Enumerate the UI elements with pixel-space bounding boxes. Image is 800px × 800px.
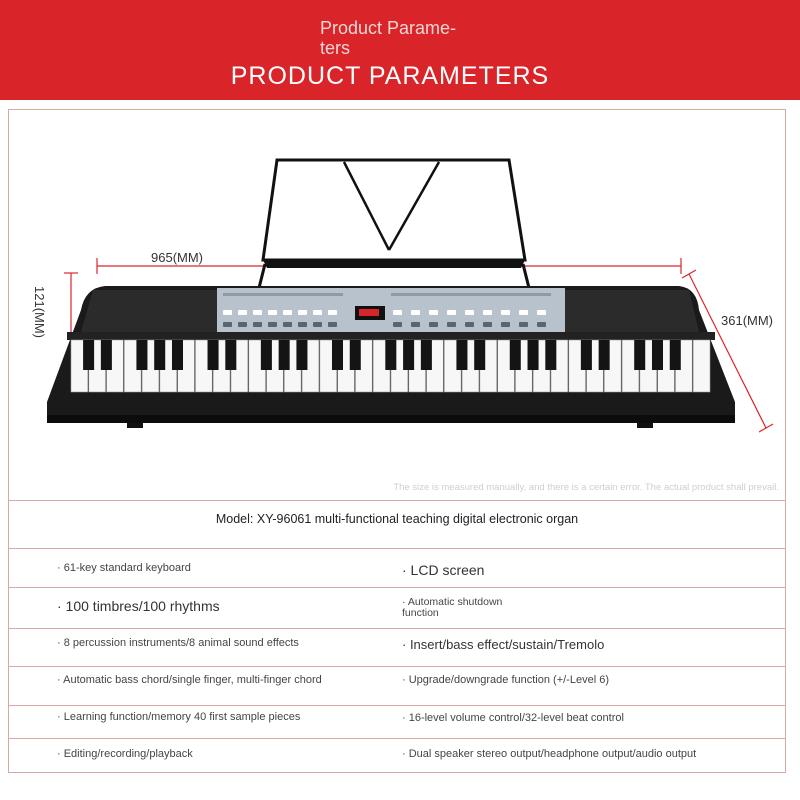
panel-button [501,322,510,327]
panel-button [253,310,262,315]
feature-right-4: · Upgrade/downgrade function (+/-Level 6) [402,674,609,686]
panel-button [393,322,402,327]
panel-button [519,322,528,327]
page-title: PRODUCT PARAMETERS [230,62,550,90]
black-key [599,340,610,370]
feature-left-4: · Automatic bass chord/single finger, multi-finger chord [57,674,322,686]
feature-left-2: · 100 timbres/100 rhythms [57,598,220,614]
panel-button [411,310,420,315]
black-key [421,340,432,370]
panel-button [313,322,322,327]
header-banner [0,0,800,100]
banner-subtitle [320,18,490,58]
panel-button [537,310,546,315]
black-key [581,340,592,370]
panel-button [519,310,528,315]
panel-button [465,322,474,327]
music-stand-image [259,160,529,288]
divider [9,500,785,501]
panel-button [283,322,292,327]
black-key [261,340,272,370]
panel-button [429,322,438,327]
height-label: 121(MM) [32,286,47,339]
black-key [350,340,361,370]
panel-button [253,322,262,327]
panel-button [298,310,307,315]
panel-button [447,322,456,327]
black-key [510,340,521,370]
panel-button [501,310,510,315]
panel-button [268,322,277,327]
feature-right-1: · LCD screen [402,562,485,578]
product-photo [9,110,785,500]
panel-button [483,310,492,315]
panel-button [298,322,307,327]
parameters-panel [8,109,786,773]
feature-left-3: · 8 percussion instruments/8 animal sound effects [57,637,299,649]
divider [9,705,785,706]
panel-button [411,322,420,327]
divider [9,666,785,667]
black-key [528,340,539,370]
feature-right-6: · Dual speaker stereo output/headphone output/audio output [402,748,697,760]
black-key [670,340,681,370]
black-key [474,340,485,370]
model-title: Model: XY-96061 multi-functional teaching digital electronic organ [215,512,579,526]
divider [9,587,785,588]
black-key [403,340,414,370]
black-key [296,340,307,370]
black-key [545,340,556,370]
panel-button [223,322,232,327]
divider [9,548,785,549]
black-key [225,340,236,370]
panel-button [223,310,232,315]
panel-button [328,310,337,315]
panel-button [328,322,337,327]
black-key [332,340,343,370]
panel-button [393,310,402,315]
black-key [279,340,290,370]
black-key [634,340,645,370]
panel-button [238,322,247,327]
black-key [652,340,663,370]
panel-button [268,310,277,315]
electronic-keyboard-image [47,286,735,428]
divider [9,628,785,629]
black-key [101,340,112,370]
banner-subtitle-line2: ters [320,38,351,58]
black-key [456,340,467,370]
feature-right-3: · Insert/bass effect/sustain/Tremolo [402,637,605,652]
panel-button [283,310,292,315]
black-key [154,340,165,370]
panel-button [429,310,438,315]
feature-right-5: · 16-level volume control/32-level beat control [402,712,624,724]
feature-left-1: · 61-key standard keyboard [57,562,191,574]
panel-button [313,310,322,315]
feature-left-6: · Editing/recording/playback [57,748,193,760]
black-key [385,340,396,370]
feature-left-5: · Learning function/memory 40 first sample pieces [57,711,301,723]
divider [9,738,785,739]
panel-button [238,310,247,315]
black-key [136,340,147,370]
panel-button [483,322,492,327]
disclaimer-text: The size is measured manually, and there is a certain error. The actual product shall prevail. [393,482,779,493]
panel-button [465,310,474,315]
width-label: 965(MM) [151,250,204,265]
black-key [83,340,94,370]
depth-label: 361(MM) [721,313,774,328]
banner-subtitle-line1: Product Parame- [320,18,457,38]
panel-button [447,310,456,315]
black-key [208,340,219,370]
panel-button [537,322,546,327]
black-key [172,340,183,370]
feature-right-2: · Automatic shutdown function [402,596,503,619]
white-key [693,340,710,392]
